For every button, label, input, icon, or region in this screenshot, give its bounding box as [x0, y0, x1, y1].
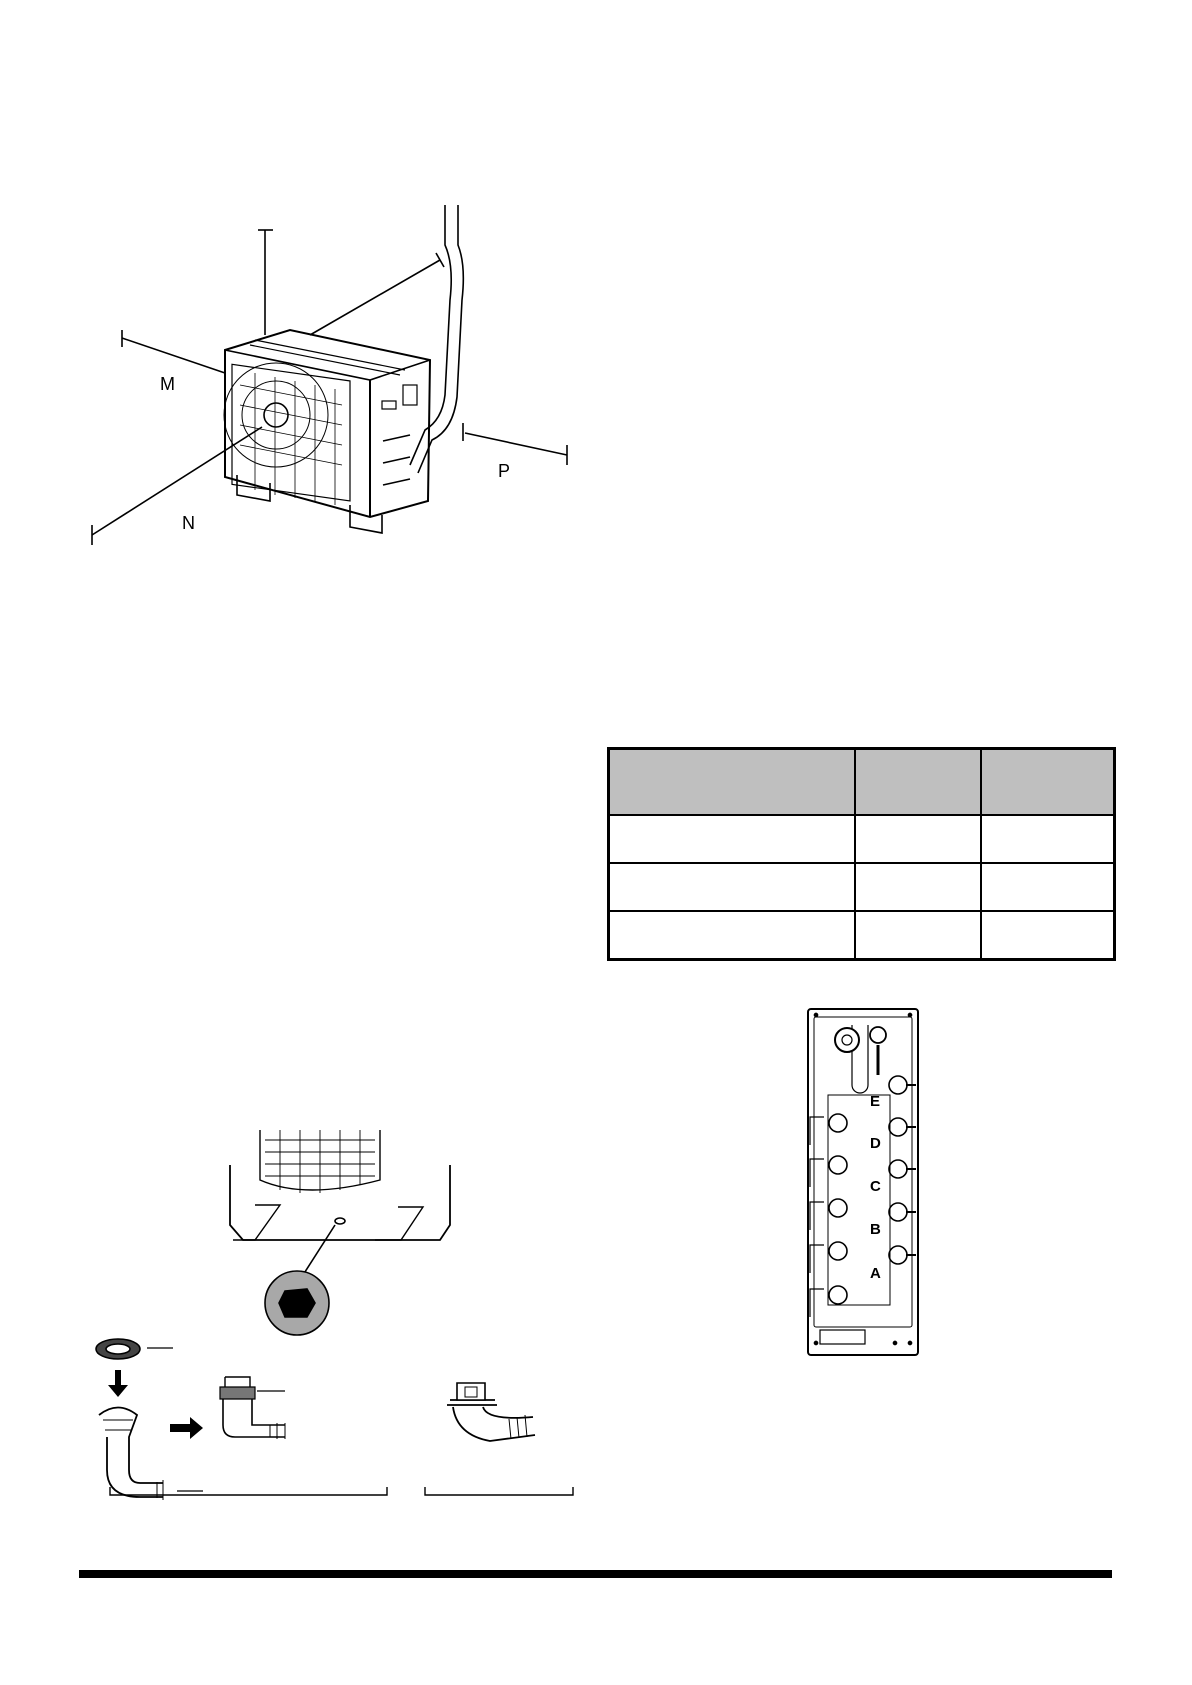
table-cell: [855, 815, 981, 863]
page-footer-rule: [79, 1570, 1112, 1578]
port-label-a: A: [870, 1265, 881, 1282]
port-label-b: B: [870, 1221, 881, 1238]
table-header-cell: [855, 749, 981, 816]
table-cell: [981, 863, 1114, 911]
table-row: [609, 815, 1115, 863]
label-p: P: [498, 461, 511, 481]
label-n: N: [182, 513, 195, 533]
table-row: [609, 863, 1115, 911]
port-label-c: C: [870, 1178, 881, 1195]
table-cell: [609, 863, 856, 911]
outdoor-unit-clearance-figure: [80, 205, 580, 560]
table-row: [609, 911, 1115, 960]
valve-panel-figure: [800, 1005, 925, 1360]
table-header-cell: [609, 749, 856, 816]
port-label-d: D: [870, 1135, 881, 1152]
table-header-row: [609, 749, 1115, 816]
table-header-cell: [981, 749, 1114, 816]
label-m: M: [160, 374, 175, 394]
table-cell: [855, 863, 981, 911]
table-cell: [981, 815, 1114, 863]
drain-joint-figure: [85, 1125, 590, 1505]
table-cell: [855, 911, 981, 960]
table-cell: [609, 911, 856, 960]
table-cell: [609, 815, 856, 863]
port-label-e: E: [870, 1093, 881, 1110]
table-cell: [981, 911, 1114, 960]
clearance-table: [607, 747, 1116, 961]
